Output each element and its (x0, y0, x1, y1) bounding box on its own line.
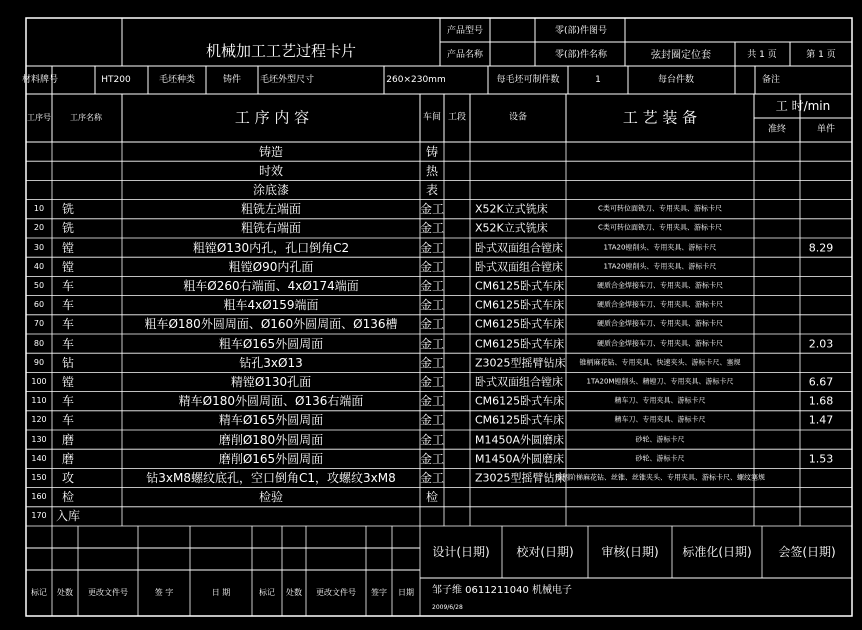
footer-standardization-date: 标准化(日期) (682, 545, 752, 559)
op-name: 车 (61, 317, 75, 332)
op-tooling: 砂轮、游标卡尺 (635, 454, 685, 463)
op-workshop: 金工 (419, 432, 445, 447)
op-tooling: C类可转位面铣刀、专用夹具、游标卡尺 (598, 204, 722, 213)
op-name: 检 (61, 490, 75, 505)
op-equipment: Z3025型摇臂钻床 (475, 356, 566, 370)
op-tooling: 1TA20镗削头、专用夹具、游标卡尺 (603, 262, 717, 271)
footer-design-date: 设计(日期) (432, 545, 490, 559)
col-equipment: 设备 (508, 112, 528, 123)
material-value: HT200 (101, 75, 131, 85)
part-name-value: 弦封圈定位套 (651, 50, 711, 61)
op-tooling: 锥柄麻花钻、专用夹具、快速夹头、游标卡尺、塞规 (579, 358, 741, 367)
remarks-label: 备注 (761, 75, 781, 85)
op-name: 铣 (61, 202, 75, 217)
footer-count: 处数 (57, 588, 73, 597)
op-equipment: CM6125卧式车床 (475, 279, 565, 293)
op-unit-time: 1.53 (808, 452, 834, 466)
op-name: 镗 (61, 240, 75, 255)
op-tooling: 1TA20镗削头、专用夹具、游标卡尺 (603, 243, 717, 252)
op-workshop: 金工 (419, 355, 445, 370)
op-workshop: 表 (425, 183, 439, 197)
col-op-content: 工 序 内 容 (234, 108, 310, 127)
product-model-label: 产品型号 (446, 26, 484, 36)
total-pages: 共 1 页 (747, 50, 777, 60)
part-drawing-no-label: 零(部)件图号 (554, 26, 608, 36)
op-content: 磨削Ø180外圆周面 (218, 432, 324, 447)
op-content: 钻3xM8螺纹底孔，空口倒角C1，攻螺纹3xM8 (146, 471, 396, 485)
op-content: 粗车Ø180外圆周面、Ø160外圆周面、Ø136槽 (144, 317, 398, 332)
op-name: 车 (61, 394, 75, 409)
op-tooling: 硬质合金焊接车刀、专用夹具、游标卡尺 (597, 319, 723, 328)
footer-date-2: 日期 (398, 588, 414, 597)
col-op-name: 工序名称 (70, 113, 102, 122)
op-equipment: CM6125卧式车床 (475, 337, 565, 351)
parts-per-blank-label: 每毛坯可制件数 (496, 75, 560, 85)
op-equipment: CM6125卧式车床 (475, 394, 565, 408)
op-number: 100 (31, 377, 47, 386)
op-number: 40 (33, 261, 45, 271)
op-workshop: 金工 (419, 240, 445, 255)
footer-count-2: 处数 (286, 588, 302, 597)
op-workshop: 金工 (419, 202, 445, 217)
op-number: 20 (33, 223, 45, 233)
op-content: 时效 (258, 163, 284, 178)
designer-info: 邹子维 0611211040 机械电子 (432, 585, 572, 596)
op-number: 50 (33, 281, 45, 290)
op-number: 80 (33, 338, 45, 348)
op-content: 粗镗Ø130内孔，孔口倒角C2 (192, 240, 350, 255)
op-number: 170 (31, 511, 47, 521)
op-content: 粗铣右端面 (240, 221, 302, 236)
op-equipment: 卧式双面组合镗床 (475, 241, 563, 255)
op-content: 粗铣左端面 (240, 202, 302, 217)
design-date-value: 2009/6/28 (432, 604, 463, 611)
blank-size-value: 260×230mm (386, 75, 446, 85)
op-content: 粗镗Ø90内孔面 (228, 259, 314, 274)
op-tooling: 精车刀、专用夹具、游标卡尺 (614, 415, 706, 424)
op-tooling: 1TA20M镗削头、精镗刀、专用夹具、游标卡尺 (586, 377, 734, 386)
op-workshop: 金工 (419, 317, 445, 332)
footer-change-doc-no: 更改文件号 (88, 588, 128, 597)
op-content: 精镗Ø130孔面 (230, 375, 312, 389)
op-name: 钻 (61, 355, 75, 370)
op-equipment: 卧式双面组合镗床 (475, 260, 563, 274)
op-number: 30 (33, 242, 45, 252)
col-time: 工 时/min (775, 99, 831, 113)
op-workshop: 金工 (419, 221, 445, 236)
op-tooling: 锥柄阶梯麻花钻、丝锥、丝锥夹头、专用夹具、游标卡尺、螺纹塞规 (555, 473, 765, 482)
op-equipment: CM6125卧式车床 (475, 317, 565, 331)
op-content: 粗车4xØ159端面 (223, 298, 319, 313)
col-workshop: 车间 (422, 112, 442, 123)
op-content: 涂底漆 (252, 183, 290, 197)
col-section: 工段 (447, 112, 467, 123)
product-name-label: 产品名称 (446, 50, 484, 60)
op-unit-time: 1.68 (808, 394, 834, 408)
op-unit-time: 8.29 (808, 241, 834, 255)
op-name: 铣 (61, 221, 75, 236)
part-name-label: 零(部)件名称 (554, 50, 608, 60)
footer-mark-2: 标记 (259, 588, 275, 597)
footer-countersign-date: 会签(日期) (778, 545, 836, 559)
op-tooling: 硬质合金焊接车刀、专用夹具、游标卡尺 (597, 339, 723, 348)
op-name: 车 (61, 279, 75, 293)
op-workshop: 铸 (425, 144, 439, 159)
op-number: 70 (33, 319, 45, 329)
op-number: 140 (31, 453, 47, 463)
op-workshop: 金工 (419, 298, 445, 313)
op-workshop: 金工 (419, 259, 445, 274)
material-label: 材料牌号 (21, 75, 59, 85)
op-number: 120 (31, 415, 47, 425)
footer-check-date: 校对(日期) (516, 545, 574, 559)
page-number: 第 1 页 (806, 50, 836, 60)
op-workshop: 金工 (419, 279, 445, 293)
op-tooling: C类可转位面铣刀、专用夹具、游标卡尺 (598, 223, 722, 232)
op-number: 130 (31, 434, 47, 444)
op-equipment: M1450A外圆磨床 (475, 433, 565, 447)
blank-size-label: 毛坯外型尺寸 (259, 75, 315, 85)
op-name: 攻 (61, 471, 75, 485)
op-workshop: 热 (425, 163, 439, 178)
op-content: 精车Ø165外圆周面 (218, 413, 324, 428)
op-name: 入库 (55, 509, 81, 524)
op-name: 磨 (61, 432, 75, 447)
op-unit-time: 6.67 (808, 375, 834, 389)
op-content: 磨削Ø165外圆周面 (218, 451, 324, 466)
op-workshop: 金工 (419, 413, 445, 428)
op-content: 检验 (258, 490, 284, 505)
op-name: 镗 (61, 259, 75, 274)
op-name: 镗 (61, 375, 75, 389)
op-workshop: 金工 (419, 336, 445, 351)
blank-type-value: 铸件 (222, 75, 242, 85)
op-content: 精车Ø180外圆周面、Ø136右端面 (178, 394, 364, 409)
op-tooling: 砂轮、游标卡尺 (635, 435, 685, 444)
footer-change-doc-no-2: 更改文件号 (316, 588, 356, 597)
op-tooling: 硬质合金焊接车刀、专用夹具、游标卡尺 (597, 300, 723, 309)
op-workshop: 检 (425, 490, 439, 505)
op-workshop: 金工 (419, 451, 445, 466)
op-name: 车 (61, 413, 75, 428)
col-op-no: 工序号 (27, 113, 51, 122)
parts-per-blank-value: 1 (595, 75, 601, 85)
footer-date: 日 期 (211, 588, 231, 597)
op-equipment: X52K立式铣床 (475, 202, 548, 216)
op-unit-time: 2.03 (808, 337, 834, 351)
footer-signature-2: 签字 (371, 588, 387, 597)
op-name: 车 (61, 336, 75, 351)
op-number: 110 (31, 396, 47, 406)
op-equipment: CM6125卧式车床 (475, 413, 565, 427)
op-name: 磨 (61, 451, 75, 466)
footer-mark: 标记 (31, 588, 47, 597)
op-content: 钻孔3xØ13 (239, 355, 303, 370)
op-tooling: 硬质合金焊接车刀、专用夹具、游标卡尺 (597, 281, 723, 290)
footer-signature: 签 字 (154, 588, 174, 597)
op-content: 粗车Ø260右端面、4xØ174端面 (183, 279, 359, 293)
footer-review-date: 审核(日期) (601, 545, 659, 559)
op-workshop: 金工 (419, 471, 445, 485)
op-name: 车 (61, 298, 75, 313)
col-tooling: 工 艺 装 备 (622, 108, 698, 127)
op-unit-time: 1.47 (808, 413, 834, 427)
op-number: 60 (33, 300, 45, 310)
op-number: 90 (33, 357, 45, 367)
op-content: 粗车Ø165外圆周面 (218, 336, 324, 351)
op-number: 160 (31, 492, 47, 502)
op-equipment: CM6125卧式车床 (475, 298, 565, 312)
op-equipment: X52K立式铣床 (475, 221, 548, 235)
op-equipment: Z3025型摇臂钻床 (475, 471, 566, 485)
parts-per-unit-label: 每台件数 (657, 75, 695, 85)
blank-type-label: 毛坯种类 (158, 75, 196, 85)
col-unit-time: 单件 (816, 124, 836, 135)
op-workshop: 金工 (419, 394, 445, 409)
op-number: 10 (33, 204, 45, 214)
op-content: 铸造 (258, 144, 284, 159)
op-tooling: 精车刀、专用夹具、游标卡尺 (614, 396, 706, 405)
col-prep-time: 准终 (767, 124, 787, 135)
card-title: 机械加工工艺过程卡片 (205, 42, 357, 60)
op-equipment: 卧式双面组合镗床 (475, 375, 563, 389)
op-number: 150 (31, 473, 47, 482)
op-workshop: 金工 (419, 375, 445, 389)
op-equipment: M1450A外圆磨床 (475, 452, 565, 466)
